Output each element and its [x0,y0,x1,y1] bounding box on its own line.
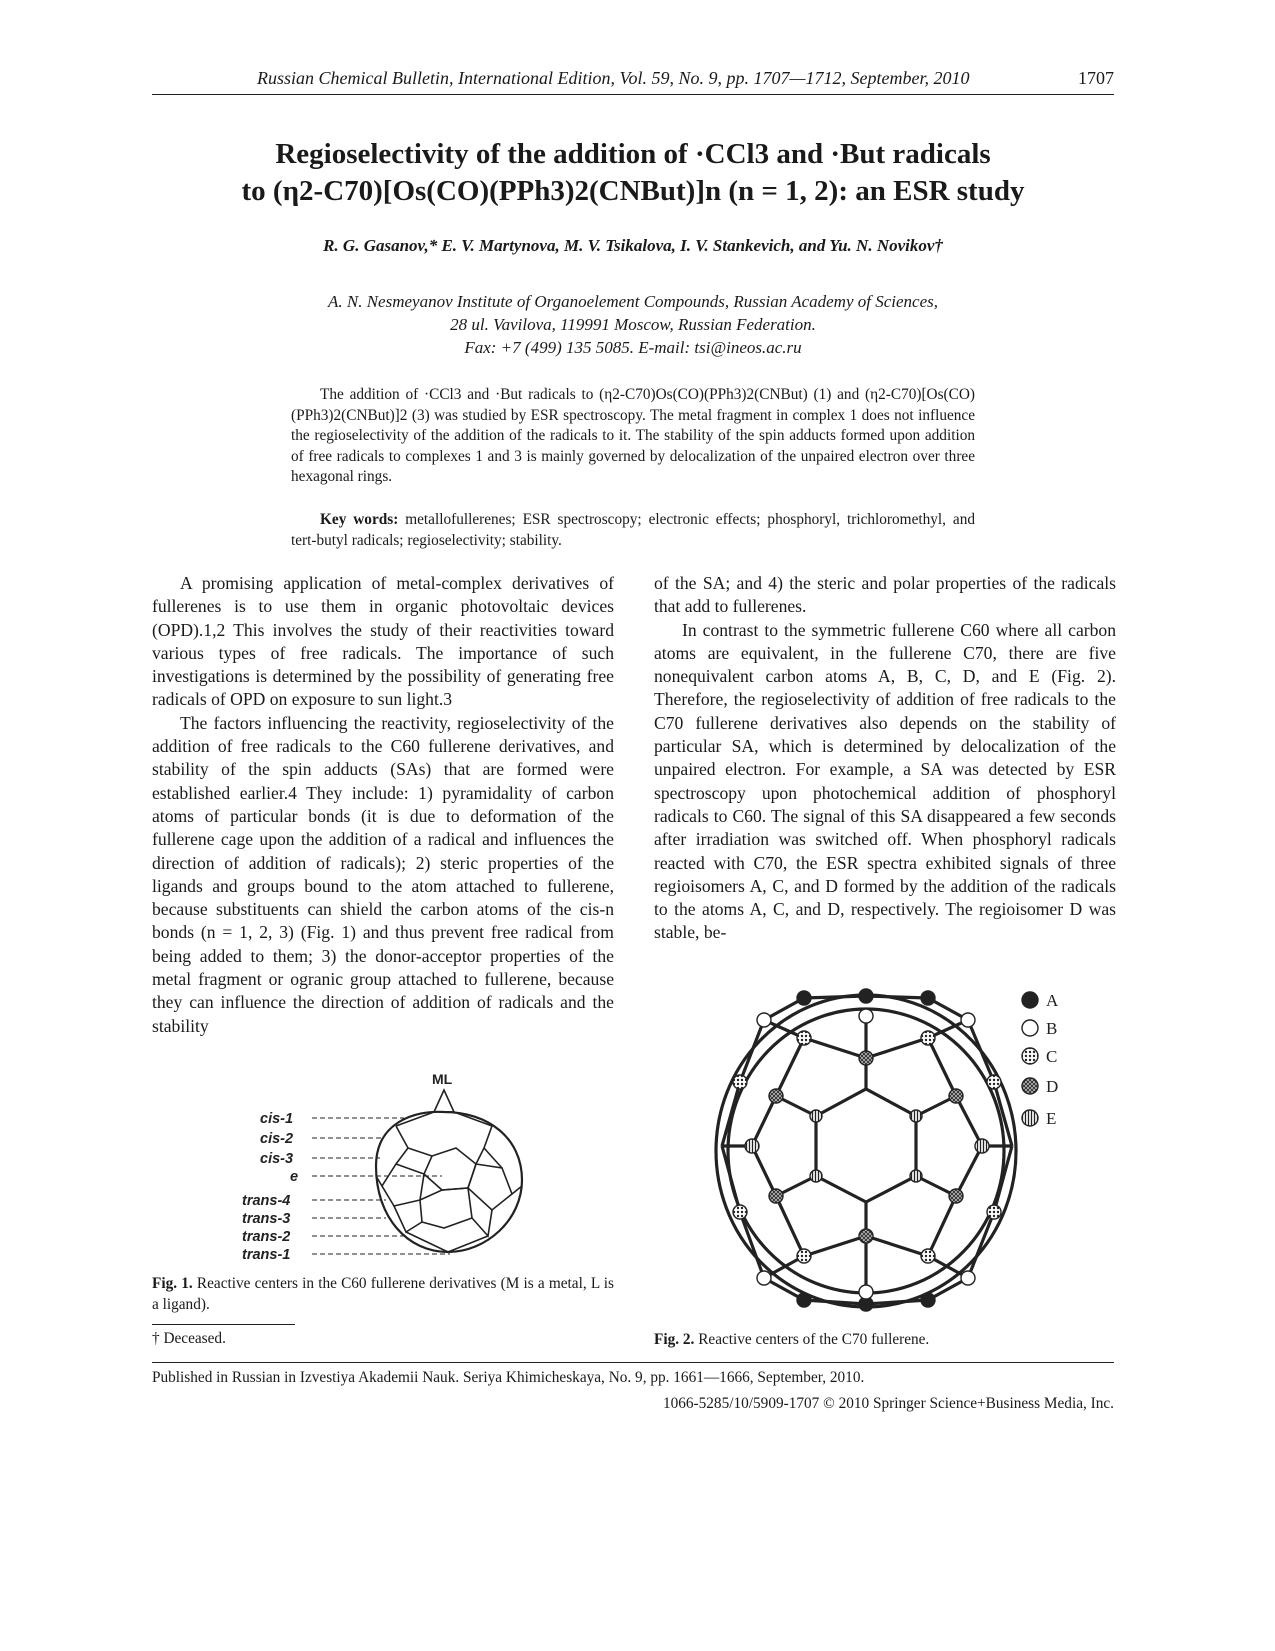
bond-label-e: e [290,1169,299,1185]
figure-2-legend [1022,991,1059,1128]
legend-label-a: A [1046,991,1059,1010]
bond-label-trans-2: trans-2 [242,1229,291,1245]
journal-citation: Russian Chemical Bulletin, International Edition, Vol. 59, No. 9, pp. 1707—1712, September, 2010 [257,68,970,88]
c60-cage-drawing [376,1090,522,1252]
keywords-label: Key words: [320,511,399,528]
body-paragraph: In contrast to the symmetric fullerene C60 where all carbon atoms are equivalent, in the fullerene C70, there are five nonequivalent carbon atoms A, B, C, D, and E (Fig. 2). Therefore, the regioselectivity of addition of free radicals to the C70 fullerene derivatives also depends on the stability of particular SA, which is determined by delocalization of the unpaired electron. For example, a SA was detected by ESR spectroscopy upon photochemical addition of phosphoryl radicals to C60. The signal of this SA disappeared a few seconds after irradiation was switched off. When phosphoryl radicals reacted with C70, the ESR spectra exhibited signals of three regioisomers A, C, and D formed by the addition of the radicals to the atoms A, C, and D, respectively. The regioisomer D was stable, be- [654,619,1116,943]
title-line-1 [152,136,1114,173]
legend-marker-b [1022,1020,1038,1036]
figure-1-caption-label: Fig. 1. [152,1275,193,1292]
keywords-text: metallofullerenes; ESR spectroscopy; electronic effects; phosphoryl, trichloromethyl, and tert-butyl radicals; regioselectivity; stability. [291,511,975,549]
bond-label-trans-1: trans-1 [242,1247,291,1263]
legend-marker-e [1022,1110,1038,1126]
figure-2-caption-label: Fig. 2. [654,1331,695,1348]
keywords [291,510,975,551]
affiliation-line-2: 28 ul. Vavilova, 119991 Moscow, Russian Federation. [450,315,816,334]
bond-label-cis-2: cis-2 [260,1131,294,1147]
body-column-left [152,572,614,1038]
figure-1-caption [152,1274,614,1315]
body-paragraph: of the SA; and 4) the steric and polar properties of the radicals that add to fullerenes. [654,573,1116,617]
bond-label-trans-3: trans-3 [242,1211,291,1227]
legend-marker-c [1022,1048,1038,1064]
legend-marker-a [1022,992,1038,1008]
publication-note: Published in Russian in Izvestiya Akademii Nauk. Seriya Khimicheskaya, No. 9, pp. 1661—1666, September, 2010. [152,1369,865,1386]
legend-label-b: B [1046,1019,1058,1038]
running-header [152,64,1114,95]
body-paragraph: A promising application of metal-complex derivatives of fullerenes is to use them in organic photovoltaic devices (OPD).1,2 This involves the study of their reactivities toward various types of free radicals. The importance of such investigations is determined by the possibility of generating free radicals of OPD on exposure to sun light.3 [152,573,614,710]
title-line-2-text: to (η2-C70)[Os(CO)(PPh3)2(CNBut)]n (n = 1, 2): an ESR study [241,175,1025,207]
affiliation-line-3: Fax: +7 (499) 135 5085. E-mail: tsi@ineos.ac.ru [464,338,802,357]
legend-label-e: E [1046,1109,1057,1128]
bond-label-cis-1: cis-1 [260,1111,294,1127]
copyright-line: 1066-5285/10/5909-1707 © 2010 Springer Science+Business Media, Inc. [662,1395,1114,1412]
author-list: R. G. Gasanov,* E. V. Martynova, M. V. Tsikalova, I. V. Stankevich, and Yu. N. Novikov† [323,236,943,255]
article-title [152,136,1114,210]
figure-1-caption-text: Reactive centers in the C60 fullerene derivatives (M is a metal, L is a ligand). [152,1275,614,1313]
footnote-deceased: † Deceased. [152,1330,226,1347]
legend-label-c: C [1046,1047,1058,1066]
footer-rule [152,1362,1114,1363]
bond-label-cis-3: cis-3 [260,1151,294,1167]
page-number: 1707 [1078,68,1114,88]
title-line-1-text: Regioselectivity of the addition of ·CCl3 and ·But radicals [275,138,991,170]
affiliation-line-1: A. N. Nesmeyanov Institute of Organoelement Compounds, Russian Academy of Sciences, [328,292,938,311]
figure-1 [236,1068,546,1264]
body-column-right [654,572,1116,945]
figure-2-caption [654,1330,1116,1351]
abstract-part-2: (η2-C70)[Os(CO)(PPh3)2(CNBut)]2 (3) was studied by ESR spectroscopy. The metal fragment in complex 1 does not influence the regioselectivity of the addition of the radicals to it. The stability of the spin adducts formed upon addition of free radicals to complexes 1 and 3 is mainly governed by delocalization of the unpaired electron over three hexagonal rings. [291,386,975,486]
legend-label-d: D [1046,1077,1059,1096]
ml-label: ML [432,1071,453,1087]
bond-leader-lines [312,1118,450,1254]
body-paragraph: The factors influencing the reactivity, regioselectivity of the addition of free radicals to the C60 fullerene derivatives, and stability of the spin adducts (SAs) that are formed were established earlier.4 They include: 1) pyramidality of carbon atoms of particular bonds (it is due to deformation of the fullerene cage upon the addition of a radical and influences the direction of addition of radicals); 2) steric properties of the ligands and groups bound to the atom attached to fullerene, because substituents can shield the carbon atoms of the cis-n bonds (n = 1, 2, 3) (Fig. 1) and thus prevent free radical from being added to them; 3) the donor-acceptor properties of the metal fragment or ogranic group attached to fullerene, because they can influence the direction of addition of radicals and the stability [152,712,614,1036]
footnote-rule [152,1324,295,1325]
figure-2-caption-text: Reactive centers of the C70 fullerene. [698,1331,930,1348]
figure-2-drawing [700,986,1120,1316]
legend-marker-d [1022,1078,1038,1094]
affiliation [152,290,1114,359]
figure-2 [700,986,1120,1316]
figure-1-drawing [236,1068,546,1264]
c70-cage-drawing [716,995,1016,1307]
title-line-2 [152,173,1114,210]
abstract [291,385,975,488]
bond-label-trans-4: trans-4 [242,1193,291,1209]
abstract-part-1: The addition of ·CCl3 and ·But radicals to (η2-C70)Os(CO)(PPh3)2(CNBut) (1) and [320,386,860,403]
